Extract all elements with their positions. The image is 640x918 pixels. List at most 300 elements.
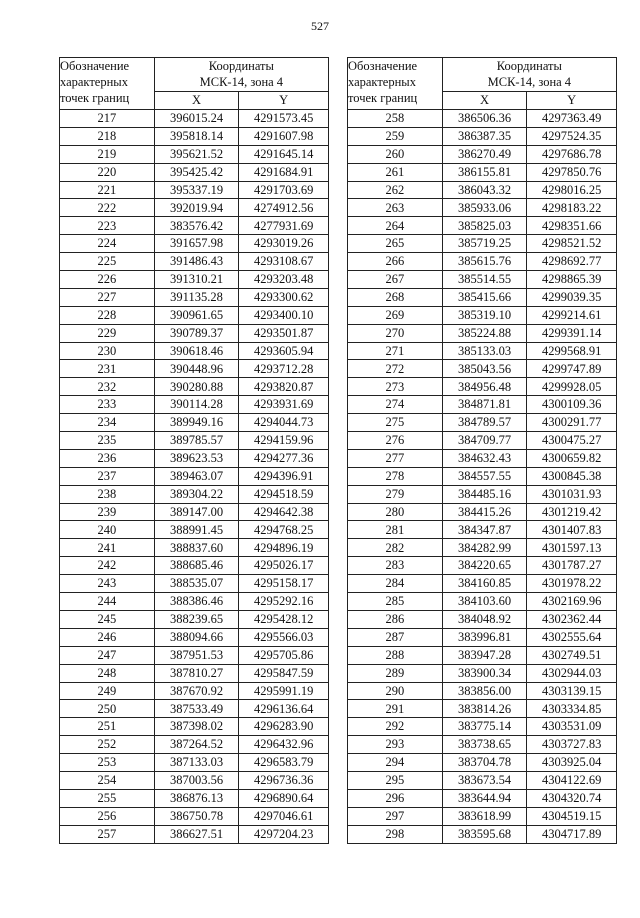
- designation-header: [348, 58, 443, 110]
- y-coordinate-cell: 4301219.42: [527, 503, 617, 521]
- coordinates-header: [154, 58, 328, 92]
- point-number-cell: 251: [60, 718, 155, 736]
- x-coordinate-cell: 384415.26: [442, 503, 527, 521]
- point-number-cell: 224: [60, 235, 155, 253]
- table-row: [348, 432, 617, 450]
- point-number-cell: 284: [348, 575, 443, 593]
- point-number-cell: 296: [348, 789, 443, 807]
- table-row: [60, 235, 329, 253]
- y-header: Y: [239, 92, 329, 110]
- point-number-cell: 268: [348, 288, 443, 306]
- point-number-cell: 248: [60, 664, 155, 682]
- y-coordinate-cell: 4274912.56: [239, 199, 329, 217]
- table-row: [348, 503, 617, 521]
- point-number-cell: 240: [60, 521, 155, 539]
- y-coordinate-cell: 4293019.26: [239, 235, 329, 253]
- x-coordinate-cell: 390789.37: [154, 324, 239, 342]
- x-coordinate-cell: 388535.07: [154, 575, 239, 593]
- table-row: [60, 610, 329, 628]
- designation-header: [60, 58, 155, 110]
- y-coordinate-cell: 4293605.94: [239, 342, 329, 360]
- table-row: [60, 306, 329, 324]
- x-coordinate-cell: 384709.77: [442, 432, 527, 450]
- point-number-cell: 253: [60, 754, 155, 772]
- x-coordinate-cell: 389623.53: [154, 449, 239, 467]
- table-row: [60, 253, 329, 271]
- x-coordinate-cell: 395818.14: [154, 127, 239, 145]
- y-coordinate-cell: 4300291.77: [527, 414, 617, 432]
- y-coordinate-cell: 4303334.85: [527, 700, 617, 718]
- y-coordinate-cell: 4293820.87: [239, 378, 329, 396]
- x-coordinate-cell: 388685.46: [154, 557, 239, 575]
- point-number-cell: 256: [60, 807, 155, 825]
- table-row: [348, 378, 617, 396]
- table-row: [60, 825, 329, 843]
- point-number-cell: 230: [60, 342, 155, 360]
- y-coordinate-cell: 4293931.69: [239, 396, 329, 414]
- designation-line-3: точек границ: [60, 91, 130, 105]
- y-header: Y: [527, 92, 617, 110]
- point-number-cell: 237: [60, 467, 155, 485]
- y-coordinate-cell: 4293501.87: [239, 324, 329, 342]
- point-number-cell: 241: [60, 539, 155, 557]
- x-coordinate-cell: 383775.14: [442, 718, 527, 736]
- x-coordinate-cell: 383900.34: [442, 664, 527, 682]
- x-coordinate-cell: 386387.35: [442, 127, 527, 145]
- y-coordinate-cell: 4301031.93: [527, 485, 617, 503]
- y-coordinate-cell: 4301787.27: [527, 557, 617, 575]
- y-coordinate-cell: 4300845.38: [527, 467, 617, 485]
- table-row: [60, 432, 329, 450]
- x-coordinate-cell: 390961.65: [154, 306, 239, 324]
- y-coordinate-cell: 4295026.17: [239, 557, 329, 575]
- y-coordinate-cell: 4299928.05: [527, 378, 617, 396]
- table-row: [348, 306, 617, 324]
- table-row: [60, 217, 329, 235]
- x-coordinate-cell: 388386.46: [154, 593, 239, 611]
- point-number-cell: 219: [60, 145, 155, 163]
- y-coordinate-cell: 4304320.74: [527, 789, 617, 807]
- table-row: [348, 521, 617, 539]
- point-number-cell: 271: [348, 342, 443, 360]
- point-number-cell: 266: [348, 253, 443, 271]
- y-coordinate-cell: 4296583.79: [239, 754, 329, 772]
- y-coordinate-cell: 4296736.36: [239, 771, 329, 789]
- y-coordinate-cell: 4299391.14: [527, 324, 617, 342]
- point-number-cell: 290: [348, 682, 443, 700]
- point-number-cell: 222: [60, 199, 155, 217]
- table-row: [60, 181, 329, 199]
- table-row: [348, 271, 617, 289]
- table-row: [348, 110, 617, 128]
- table-row: [60, 396, 329, 414]
- point-number-cell: 249: [60, 682, 155, 700]
- x-coordinate-cell: 384282.99: [442, 539, 527, 557]
- point-number-cell: 254: [60, 771, 155, 789]
- x-coordinate-cell: 384220.65: [442, 557, 527, 575]
- y-coordinate-cell: 4298521.52: [527, 235, 617, 253]
- y-coordinate-cell: 4294396.91: [239, 467, 329, 485]
- y-coordinate-cell: 4298865.39: [527, 271, 617, 289]
- point-number-cell: 225: [60, 253, 155, 271]
- table-row: [60, 718, 329, 736]
- x-coordinate-cell: 383856.00: [442, 682, 527, 700]
- table-row: [60, 754, 329, 772]
- point-number-cell: 234: [60, 414, 155, 432]
- y-coordinate-cell: 4298351.66: [527, 217, 617, 235]
- y-coordinate-cell: 4295705.86: [239, 646, 329, 664]
- y-coordinate-cell: 4299214.61: [527, 306, 617, 324]
- point-number-cell: 277: [348, 449, 443, 467]
- table-row: [60, 199, 329, 217]
- point-number-cell: 292: [348, 718, 443, 736]
- x-coordinate-cell: 384871.81: [442, 396, 527, 414]
- point-number-cell: 227: [60, 288, 155, 306]
- table-row: [60, 127, 329, 145]
- x-coordinate-cell: 395337.19: [154, 181, 239, 199]
- table-row: [60, 736, 329, 754]
- y-coordinate-cell: 4301597.13: [527, 539, 617, 557]
- y-coordinate-cell: 4302944.03: [527, 664, 617, 682]
- table-row: [60, 288, 329, 306]
- point-number-cell: 232: [60, 378, 155, 396]
- x-coordinate-cell: 396015.24: [154, 110, 239, 128]
- point-number-cell: 220: [60, 163, 155, 181]
- y-coordinate-cell: 4295292.16: [239, 593, 329, 611]
- x-coordinate-cell: 386270.49: [442, 145, 527, 163]
- table-row: [60, 539, 329, 557]
- x-coordinate-cell: 386876.13: [154, 789, 239, 807]
- designation-line-1: Обозначение: [348, 59, 418, 73]
- x-coordinate-cell: 388239.65: [154, 610, 239, 628]
- y-coordinate-cell: 4299747.89: [527, 360, 617, 378]
- point-number-cell: 267: [348, 271, 443, 289]
- x-coordinate-cell: 389304.22: [154, 485, 239, 503]
- point-number-cell: 280: [348, 503, 443, 521]
- point-number-cell: 294: [348, 754, 443, 772]
- point-number-cell: 275: [348, 414, 443, 432]
- point-number-cell: 264: [348, 217, 443, 235]
- table-row: [348, 664, 617, 682]
- y-coordinate-cell: 4297850.76: [527, 163, 617, 181]
- y-coordinate-cell: 4304519.15: [527, 807, 617, 825]
- x-coordinate-cell: 388837.60: [154, 539, 239, 557]
- x-coordinate-cell: 391135.28: [154, 288, 239, 306]
- table-row: [60, 557, 329, 575]
- point-number-cell: 235: [60, 432, 155, 450]
- y-coordinate-cell: 4294896.19: [239, 539, 329, 557]
- point-number-cell: 295: [348, 771, 443, 789]
- designation-line-3: точек границ: [348, 91, 418, 105]
- point-number-cell: 279: [348, 485, 443, 503]
- y-coordinate-cell: 4296432.96: [239, 736, 329, 754]
- page-number: 527: [311, 19, 329, 33]
- table-row: [348, 360, 617, 378]
- x-coordinate-cell: 384956.48: [442, 378, 527, 396]
- point-number-cell: 223: [60, 217, 155, 235]
- y-coordinate-cell: 4294768.25: [239, 521, 329, 539]
- table-row: [60, 414, 329, 432]
- x-coordinate-cell: 390114.28: [154, 396, 239, 414]
- x-coordinate-cell: 384557.55: [442, 467, 527, 485]
- table-row: [348, 485, 617, 503]
- y-coordinate-cell: 4291645.14: [239, 145, 329, 163]
- table-row: [60, 682, 329, 700]
- y-coordinate-cell: 4296283.90: [239, 718, 329, 736]
- point-number-cell: 250: [60, 700, 155, 718]
- table-row: [348, 825, 617, 843]
- y-coordinate-cell: 4294642.38: [239, 503, 329, 521]
- x-header: X: [154, 92, 239, 110]
- point-number-cell: 265: [348, 235, 443, 253]
- x-coordinate-cell: 383576.42: [154, 217, 239, 235]
- y-coordinate-cell: 4304122.69: [527, 771, 617, 789]
- x-coordinate-cell: 383947.28: [442, 646, 527, 664]
- y-coordinate-cell: 4294159.96: [239, 432, 329, 450]
- y-coordinate-cell: 4294518.59: [239, 485, 329, 503]
- y-coordinate-cell: 4303727.83: [527, 736, 617, 754]
- y-coordinate-cell: 4291607.98: [239, 127, 329, 145]
- x-coordinate-cell: 388094.66: [154, 628, 239, 646]
- y-coordinate-cell: 4303531.09: [527, 718, 617, 736]
- x-coordinate-cell: 387398.02: [154, 718, 239, 736]
- x-coordinate-cell: 387133.03: [154, 754, 239, 772]
- point-number-cell: 283: [348, 557, 443, 575]
- y-coordinate-cell: 4298183.22: [527, 199, 617, 217]
- table-row: [348, 324, 617, 342]
- point-number-cell: 298: [348, 825, 443, 843]
- y-coordinate-cell: 4303139.15: [527, 682, 617, 700]
- x-coordinate-cell: 386155.81: [442, 163, 527, 181]
- point-number-cell: 236: [60, 449, 155, 467]
- y-coordinate-cell: 4293400.10: [239, 306, 329, 324]
- x-coordinate-cell: 385043.56: [442, 360, 527, 378]
- y-coordinate-cell: 4294277.36: [239, 449, 329, 467]
- x-coordinate-cell: 386627.51: [154, 825, 239, 843]
- table-row: [60, 664, 329, 682]
- y-coordinate-cell: 4293108.67: [239, 253, 329, 271]
- table-row: [60, 378, 329, 396]
- x-coordinate-cell: 384347.87: [442, 521, 527, 539]
- x-coordinate-cell: 383644.94: [442, 789, 527, 807]
- table-row: [348, 807, 617, 825]
- point-number-cell: 259: [348, 127, 443, 145]
- y-coordinate-cell: 4295428.12: [239, 610, 329, 628]
- x-coordinate-cell: 389147.00: [154, 503, 239, 521]
- x-coordinate-cell: 383738.65: [442, 736, 527, 754]
- table-row: [348, 700, 617, 718]
- x-coordinate-cell: 385224.88: [442, 324, 527, 342]
- table-body-right: [348, 110, 617, 844]
- point-number-cell: 242: [60, 557, 155, 575]
- table-row: [348, 593, 617, 611]
- y-coordinate-cell: 4296890.64: [239, 789, 329, 807]
- x-coordinate-cell: 387264.52: [154, 736, 239, 754]
- x-coordinate-cell: 385933.06: [442, 199, 527, 217]
- table-row: [60, 449, 329, 467]
- x-coordinate-cell: 389463.07: [154, 467, 239, 485]
- table-row: [60, 789, 329, 807]
- table-row: [348, 253, 617, 271]
- x-coordinate-cell: 389785.57: [154, 432, 239, 450]
- x-coordinate-cell: 383996.81: [442, 628, 527, 646]
- table-row: [348, 199, 617, 217]
- y-coordinate-cell: 4291684.91: [239, 163, 329, 181]
- x-coordinate-cell: 385319.10: [442, 306, 527, 324]
- x-coordinate-cell: 387670.92: [154, 682, 239, 700]
- x-coordinate-cell: 395425.42: [154, 163, 239, 181]
- x-coordinate-cell: 385133.03: [442, 342, 527, 360]
- point-number-cell: 229: [60, 324, 155, 342]
- x-coordinate-cell: 390280.88: [154, 378, 239, 396]
- point-number-cell: 218: [60, 127, 155, 145]
- y-coordinate-cell: 4291703.69: [239, 181, 329, 199]
- table-row: [348, 414, 617, 432]
- x-coordinate-cell: 384160.85: [442, 575, 527, 593]
- point-number-cell: 270: [348, 324, 443, 342]
- point-number-cell: 233: [60, 396, 155, 414]
- coordinates-table-right: [347, 57, 617, 844]
- x-coordinate-cell: 387951.53: [154, 646, 239, 664]
- y-coordinate-cell: 4295847.59: [239, 664, 329, 682]
- y-coordinate-cell: 4293300.62: [239, 288, 329, 306]
- coordinates-line-2: МСК-14, зона 4: [487, 75, 572, 89]
- y-coordinate-cell: 4300109.36: [527, 396, 617, 414]
- table-row: [348, 217, 617, 235]
- x-coordinate-cell: 390618.46: [154, 342, 239, 360]
- x-coordinate-cell: 391310.21: [154, 271, 239, 289]
- point-number-cell: 238: [60, 485, 155, 503]
- y-coordinate-cell: 4297204.23: [239, 825, 329, 843]
- x-coordinate-cell: 384485.16: [442, 485, 527, 503]
- point-number-cell: 247: [60, 646, 155, 664]
- designation-line-2: характерных: [348, 75, 416, 89]
- point-number-cell: 297: [348, 807, 443, 825]
- x-coordinate-cell: 390448.96: [154, 360, 239, 378]
- point-number-cell: 269: [348, 306, 443, 324]
- table-row: [348, 342, 617, 360]
- point-number-cell: 276: [348, 432, 443, 450]
- x-coordinate-cell: 384103.60: [442, 593, 527, 611]
- x-coordinate-cell: 388991.45: [154, 521, 239, 539]
- y-coordinate-cell: 4303925.04: [527, 754, 617, 772]
- y-coordinate-cell: 4297524.35: [527, 127, 617, 145]
- y-coordinate-cell: 4304717.89: [527, 825, 617, 843]
- point-number-cell: 285: [348, 593, 443, 611]
- point-number-cell: 244: [60, 593, 155, 611]
- table-row: [60, 360, 329, 378]
- point-number-cell: 281: [348, 521, 443, 539]
- x-coordinate-cell: 385615.76: [442, 253, 527, 271]
- point-number-cell: 263: [348, 199, 443, 217]
- x-coordinate-cell: 383704.78: [442, 754, 527, 772]
- point-number-cell: 261: [348, 163, 443, 181]
- table-row: [60, 163, 329, 181]
- table-row: [348, 163, 617, 181]
- table-row: [348, 396, 617, 414]
- point-number-cell: 228: [60, 306, 155, 324]
- x-coordinate-cell: 387003.56: [154, 771, 239, 789]
- table-row: [60, 467, 329, 485]
- y-coordinate-cell: 4301407.83: [527, 521, 617, 539]
- point-number-cell: 287: [348, 628, 443, 646]
- table-row: [348, 754, 617, 772]
- x-coordinate-cell: 384632.43: [442, 449, 527, 467]
- y-coordinate-cell: 4299568.91: [527, 342, 617, 360]
- point-number-cell: 262: [348, 181, 443, 199]
- coordinates-line-1: Координаты: [496, 59, 562, 73]
- table-row: [348, 646, 617, 664]
- y-coordinate-cell: 4299039.35: [527, 288, 617, 306]
- y-coordinate-cell: 4293203.48: [239, 271, 329, 289]
- point-number-cell: 291: [348, 700, 443, 718]
- point-number-cell: 221: [60, 181, 155, 199]
- table-row: [60, 110, 329, 128]
- table-row: [60, 503, 329, 521]
- point-number-cell: 293: [348, 736, 443, 754]
- x-coordinate-cell: 385415.66: [442, 288, 527, 306]
- point-number-cell: 252: [60, 736, 155, 754]
- table-row: [60, 324, 329, 342]
- x-coordinate-cell: 383673.54: [442, 771, 527, 789]
- y-coordinate-cell: 4298692.77: [527, 253, 617, 271]
- point-number-cell: 282: [348, 539, 443, 557]
- y-coordinate-cell: 4302169.96: [527, 593, 617, 611]
- x-coordinate-cell: 383814.26: [442, 700, 527, 718]
- table-row: [348, 682, 617, 700]
- table-row: [60, 700, 329, 718]
- x-coordinate-cell: 386043.32: [442, 181, 527, 199]
- x-coordinate-cell: 385825.03: [442, 217, 527, 235]
- y-coordinate-cell: 4302362.44: [527, 610, 617, 628]
- table-row: [60, 593, 329, 611]
- y-coordinate-cell: 4294044.73: [239, 414, 329, 432]
- x-coordinate-cell: 383595.68: [442, 825, 527, 843]
- table-row: [348, 718, 617, 736]
- x-coordinate-cell: 384048.92: [442, 610, 527, 628]
- designation-line-2: характерных: [60, 75, 128, 89]
- point-number-cell: 217: [60, 110, 155, 128]
- table-row: [348, 736, 617, 754]
- coordinates-header: [442, 58, 616, 92]
- y-coordinate-cell: 4297686.78: [527, 145, 617, 163]
- point-number-cell: 278: [348, 467, 443, 485]
- x-coordinate-cell: 385514.55: [442, 271, 527, 289]
- y-coordinate-cell: 4296136.64: [239, 700, 329, 718]
- point-number-cell: 246: [60, 628, 155, 646]
- table-row: [348, 288, 617, 306]
- point-number-cell: 239: [60, 503, 155, 521]
- table-row: [348, 628, 617, 646]
- x-coordinate-cell: 387533.49: [154, 700, 239, 718]
- table-row: [348, 557, 617, 575]
- point-number-cell: 258: [348, 110, 443, 128]
- table-row: [348, 539, 617, 557]
- x-coordinate-cell: 383618.99: [442, 807, 527, 825]
- y-coordinate-cell: 4301978.22: [527, 575, 617, 593]
- point-number-cell: 288: [348, 646, 443, 664]
- x-coordinate-cell: 391486.43: [154, 253, 239, 271]
- table-row: [60, 628, 329, 646]
- y-coordinate-cell: 4291573.45: [239, 110, 329, 128]
- table-row: [348, 467, 617, 485]
- x-coordinate-cell: 386750.78: [154, 807, 239, 825]
- table-row: [348, 181, 617, 199]
- y-coordinate-cell: 4300475.27: [527, 432, 617, 450]
- point-number-cell: 273: [348, 378, 443, 396]
- y-coordinate-cell: 4302749.51: [527, 646, 617, 664]
- point-number-cell: 274: [348, 396, 443, 414]
